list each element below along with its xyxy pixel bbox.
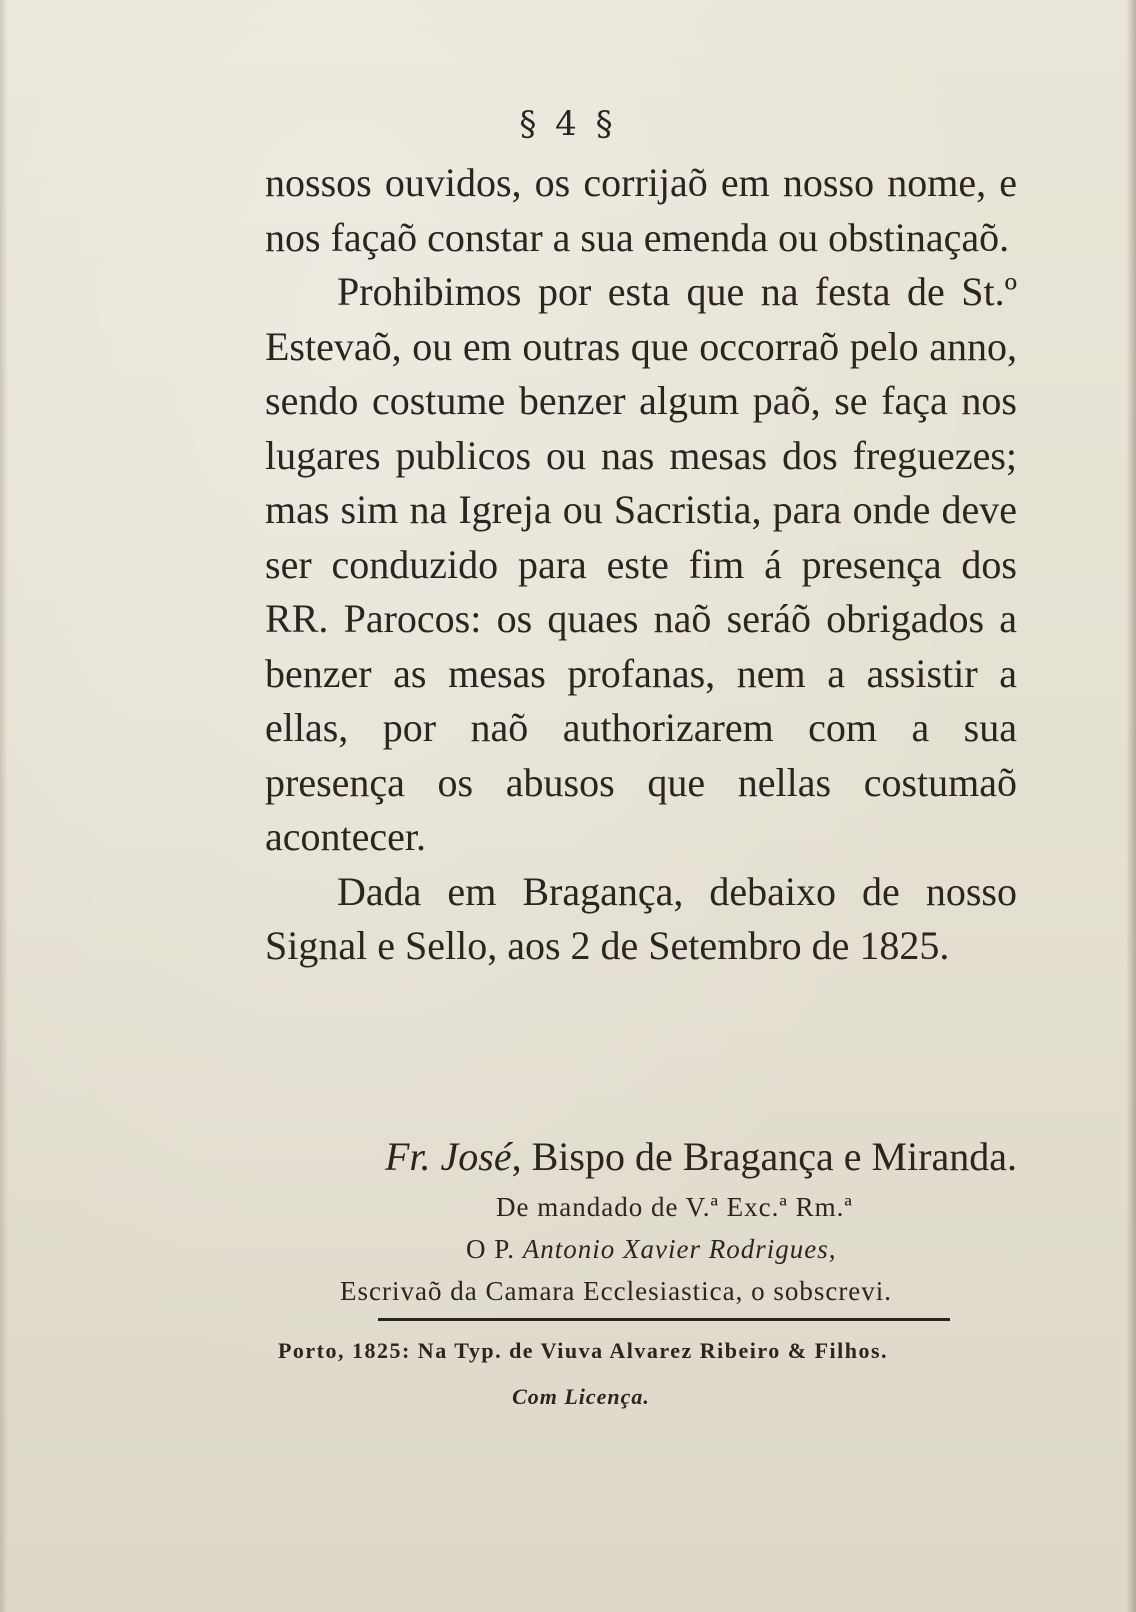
bishop-title: , Bispo de Bragança e Miranda. (511, 1134, 1017, 1179)
paragraph-continuation: nossos ouvidos, os corrijaõ em nosso nome, e nos façaõ constar a sua emenda ou obstinaçaõ. (265, 160, 1017, 260)
mandate-line: De mandado de V.ª Exc.ª Rm.ª (496, 1192, 853, 1222)
printer-imprint: Porto, 1825: Na Typ. de Viuva Alvarez Ribeiro & Filhos. (277, 1338, 889, 1363)
clerk-office-line: Escrivaõ da Camara Ecclesiastica, o sobscrevi. (340, 1276, 893, 1306)
page-number: § 4 § (519, 104, 617, 144)
bishop-name: Fr. José (384, 1134, 512, 1179)
paragraph-dating: Dada em Bragança, debaixo de nosso Signal e Sello, aos 2 de Setembro de 1825. (265, 868, 1017, 968)
clerk-prefix: O P. (466, 1234, 523, 1264)
clerk-line (466, 1232, 837, 1266)
paragraph-prohibition: Prohibimos por esta que na festa de St.º Estevaõ, ou em outras que occorraõ pelo anno, sendo costume benzer algum paõ, se faça nos lugares publicos ou nas mesas dos freguezes; mas sim na Igreja ou Sacristia, para onde deve ser conduzido para este fim á presença dos RR. Parocos: os quaes naõ seráõ obrigados a benzer as mesas profanas, nem a assistir a ellas, por naõ authorizarem com a sua presença os abusos que nellas costumaõ acontecer. (265, 269, 1017, 859)
licence-note: Com Licença. (512, 1384, 650, 1409)
body-text (265, 156, 1017, 974)
clerk-name: Antonio Xavier Rodrigues, (522, 1234, 837, 1264)
bishop-signature (265, 1132, 1017, 1182)
divider-rule (378, 1318, 950, 1321)
